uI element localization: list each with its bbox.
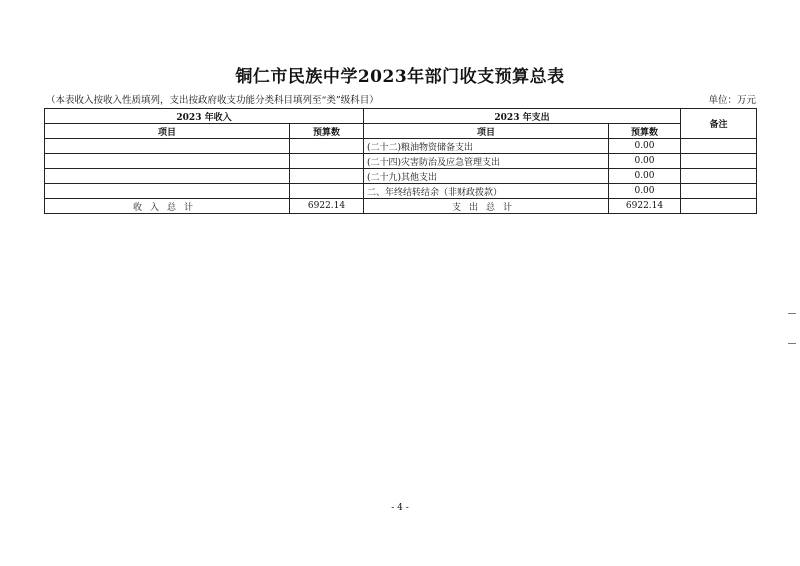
income-item-header: 项目	[45, 124, 290, 139]
income-item-cell	[45, 139, 290, 154]
totals-row	[45, 199, 757, 214]
remark-cell	[681, 184, 757, 199]
remark-cell	[681, 139, 757, 154]
income-item-cell	[45, 184, 290, 199]
page-title: 铜仁市民族中学2023年部门收支预算总表	[235, 67, 565, 87]
remarks-header: 备注	[681, 109, 757, 139]
income-amount-cell	[290, 154, 364, 169]
expense-total-label: 支出总计	[364, 199, 609, 214]
income-group-header: 2023 年收入	[45, 109, 364, 124]
scan-edge-mark	[788, 313, 796, 314]
income-item-cell	[45, 169, 290, 184]
expense-item-cell: (二十九)其他支出	[364, 169, 609, 184]
table-row	[45, 154, 757, 169]
remark-cell	[681, 169, 757, 184]
income-amount-cell	[290, 184, 364, 199]
expense-item-cell: (二十四)灾害防治及应急管理支出	[364, 154, 609, 169]
income-amount-cell	[290, 139, 364, 154]
expense-total-amount: 6922.14	[609, 199, 681, 214]
expense-budget-header: 预算数	[609, 124, 681, 139]
page-number: - 4 -	[391, 503, 409, 513]
income-budget-header: 预算数	[290, 124, 364, 139]
expense-item-cell: 二、年终结转结余（非财政拨款）	[364, 184, 609, 199]
expense-group-header: 2023 年支出	[364, 109, 681, 124]
expense-item-cell: (二十二)粮油物资储备支出	[364, 139, 609, 154]
table-row	[45, 139, 757, 154]
remark-cell	[681, 154, 757, 169]
expense-amount-cell: 0.00	[609, 154, 681, 169]
table-row	[45, 169, 757, 184]
income-item-cell	[45, 154, 290, 169]
table-group-header-row	[45, 109, 757, 124]
table-row	[45, 184, 757, 199]
income-total-amount: 6922.14	[290, 199, 364, 214]
expense-amount-cell: 0.00	[609, 139, 681, 154]
income-total-label: 收入总计	[45, 199, 290, 214]
scan-edge-mark	[788, 343, 796, 344]
expense-amount-cell: 0.00	[609, 184, 681, 199]
table-note: （本表收入按收入性质填列，支出按政府收支功能分类科目填列至“类”级科目）	[46, 95, 379, 106]
expense-amount-cell: 0.00	[609, 169, 681, 184]
income-amount-cell	[290, 169, 364, 184]
budget-summary-table	[44, 108, 757, 214]
unit-label: 单位：万元	[708, 95, 756, 106]
expense-item-header: 项目	[364, 124, 609, 139]
table-column-header-row	[45, 124, 757, 139]
totals-remark-cell	[681, 199, 757, 214]
